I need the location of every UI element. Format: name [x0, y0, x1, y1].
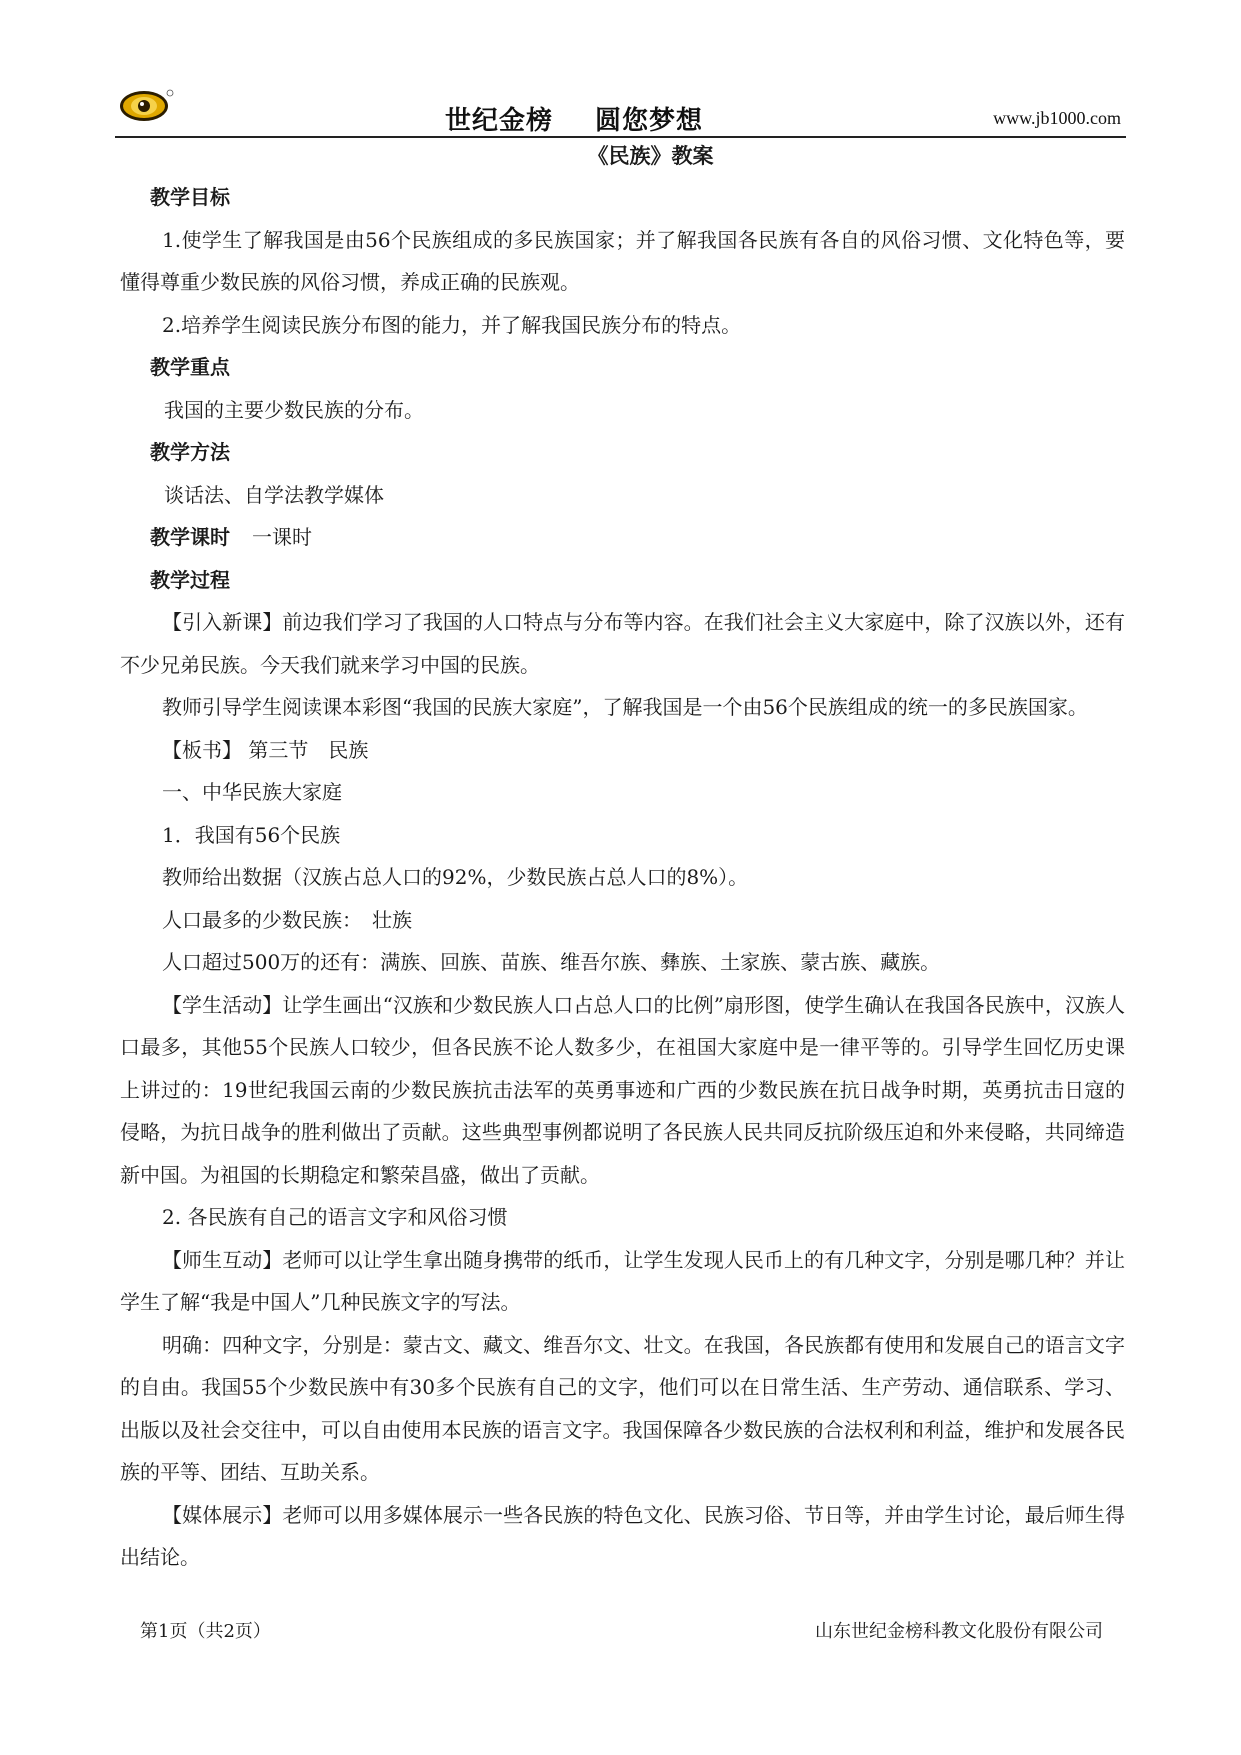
process-heading: 教学过程 — [150, 567, 230, 592]
header-slogan — [445, 100, 703, 137]
intro-paragraph: 【引入新课】前边我们学习了我国的人口特点与分布等内容。在我们社会主义大家庭中，除了汉族以外，还有不少兄弟民族。今天我们就来学习中国的民族。 — [120, 610, 1125, 677]
slogan-right: 圆您梦想 — [595, 106, 704, 136]
item-1: 1．我国有56个民族 — [162, 822, 341, 847]
hours-text: 一课时 — [252, 525, 312, 549]
board-line: 【板书】 第三节 民族 — [162, 737, 369, 762]
over-5m: 人口超过500万的还有：满族、回族、苗族、维吾尔族、彝族、土家族、蒙古族、藏族。 — [162, 950, 941, 974]
document-title: 《民族》教案 — [587, 144, 714, 168]
methods-heading: 教学方法 — [150, 440, 230, 464]
section-1-heading: 一、中华民族大家庭 — [162, 780, 342, 804]
document-body — [120, 176, 1125, 1579]
hours-line — [120, 516, 1125, 559]
most-populous: 人口最多的少数民族： 壮族 — [162, 907, 412, 932]
objectives-heading: 教学目标 — [150, 185, 230, 209]
header-divider — [115, 136, 1126, 138]
interaction-paragraph: 【师生互动】老师可以让学生拿出随身携带的纸币，让学生发现人民币上的有几种文字，分别是哪几种？并让学生了解“我是中国人”几种民族文字的写法。 — [120, 1247, 1125, 1314]
header-website[interactable]: www.jb1000.com — [993, 108, 1121, 128]
slogan-left: 世纪金榜 — [445, 106, 554, 136]
clarify-paragraph: 明确：四种文字，分别是：蒙古文、藏文、维吾尔文、壮文。在我国，各民族都有使用和发展自己的语言文字的自由。我国55个少数民族中有30多个民族有自己的文字，他们可以在日常生活、生产劳动、通信联系、学习、出版以及社会交往中，可以自由使用本民族的语言文字。我国保障各少数民族的合法权利和利益，维护和发展各民族的平等、团结、互助关系。 — [120, 1332, 1125, 1484]
item-2: 2. 各民族有自己的语言文字和风俗习惯 — [162, 1205, 508, 1229]
methods-text: 谈话法、自学法教学媒体 — [164, 482, 384, 507]
footer-page-info: 第1页（共2页） — [140, 1621, 271, 1642]
data-given: 教师给出数据（汉族占总人口的92%，少数民族占总人口的8%）。 — [162, 865, 749, 889]
objective-2: 2.培养学生阅读民族分布图的能力，并了解我国民族分布的特点。 — [162, 312, 742, 337]
key-points-text: 我国的主要少数民族的分布。 — [164, 397, 424, 422]
hours-heading: 教学课时 — [150, 525, 230, 549]
student-activity: 【学生活动】让学生画出“汉族和少数民族人口占总人口的比例”扇形图，使学生确认在我国各民族中，汉族人口最多，其他55个民族人口较少，但各民族不论人数多少，在祖国大家庭中是一律平等的。引导学生回忆历史课上讲过的：19世纪我国云南的少数民族抗击法军的英勇事迹和广西的少数民族在抗日战争时期，英勇抗击日寇的侵略，为抗日战争的胜利做出了贡献。这些典型事例都说明了各民族人民共同反抗阶级压迫和外来侵略，共同缔造新中国。为祖国的长期稳定和繁荣昌盛，做出了贡献。 — [120, 992, 1125, 1187]
footer-company: 山东世纪金榜科教文化股份有限公司 — [815, 1621, 1103, 1642]
media-paragraph: 【媒体展示】老师可以用多媒体展示一些各民族的特色文化、民族习俗、节日等，并由学生讨论，最后师生得出结论。 — [120, 1502, 1125, 1569]
eye-globe-logo-icon — [118, 88, 174, 124]
guide-paragraph: 教师引导学生阅读课本彩图“我国的民族大家庭”，了解我国是一个由56个民族组成的统一的多民族国家。 — [162, 695, 1088, 719]
key-points-heading: 教学重点 — [150, 355, 230, 379]
objective-1: 1.使学生了解我国是由56个民族组成的多民族国家；并了解我国各民族有各自的风俗习惯、文化特色等，要懂得尊重少数民族的风俗习惯，养成正确的民族观。 — [120, 227, 1125, 294]
